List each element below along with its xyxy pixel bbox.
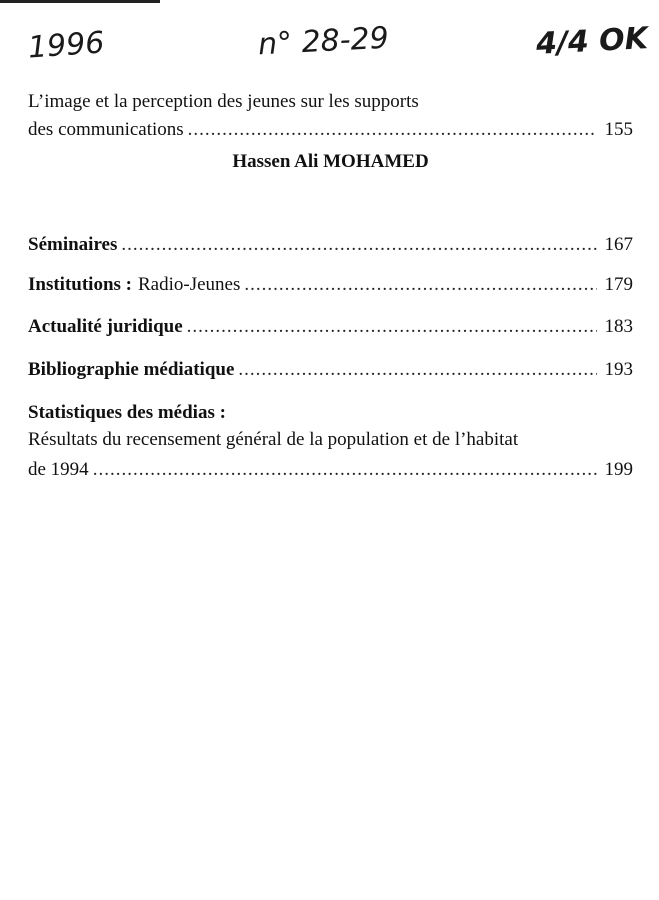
entry-subtitle: Résultats du recensement général de la population et de l’habitat: [28, 429, 519, 450]
leader-dots: [238, 358, 597, 382]
leader-dots: [188, 118, 597, 142]
entry-title: Institutions :: [28, 274, 132, 295]
entry-title: Statistiques des médias :: [28, 402, 226, 423]
toc-entry-statistiques-title: [28, 401, 633, 425]
toc-entry-actualite: [28, 315, 633, 339]
leader-dots: [244, 273, 597, 297]
handwritten-year: 1996: [26, 25, 106, 66]
handwritten-check-mark: 4/4 OK: [535, 21, 649, 62]
entry-title: Bibliographie médiatique: [28, 359, 235, 380]
article-title-text-2: des communications: [28, 119, 184, 140]
page-number: 179: [604, 274, 633, 295]
entry-subtitle-2: de 1994: [28, 459, 89, 480]
entry-subtitle: Radio-Jeunes: [138, 274, 241, 295]
toc-entry-statistiques-line2: [28, 458, 633, 482]
handwritten-issue-number: n° 28-29: [257, 20, 390, 63]
leader-dots: [93, 458, 597, 482]
article-title-text: L’image et la perception des jeunes sur les supports: [28, 91, 419, 112]
article-title-line2: [28, 118, 633, 142]
article-author: Hassen Ali MOHAMED: [232, 151, 429, 172]
page-number: 199: [604, 459, 633, 480]
page-number: 193: [604, 359, 633, 380]
article-title-line1: [28, 90, 633, 114]
page-number: 183: [604, 316, 633, 337]
toc-entry-bibliographie: [28, 358, 633, 382]
leader-dots: [121, 233, 597, 257]
top-rule: [0, 0, 160, 3]
entry-title: Actualité juridique: [28, 316, 183, 337]
toc-entry-seminaires: [28, 233, 633, 257]
entry-title: Séminaires: [28, 234, 118, 255]
toc-entry-statistiques-line1: [28, 428, 633, 452]
page-number: 167: [604, 234, 633, 255]
leader-dots: [187, 315, 597, 339]
page-number: 155: [604, 119, 633, 140]
toc-entry-institutions: [28, 273, 633, 297]
